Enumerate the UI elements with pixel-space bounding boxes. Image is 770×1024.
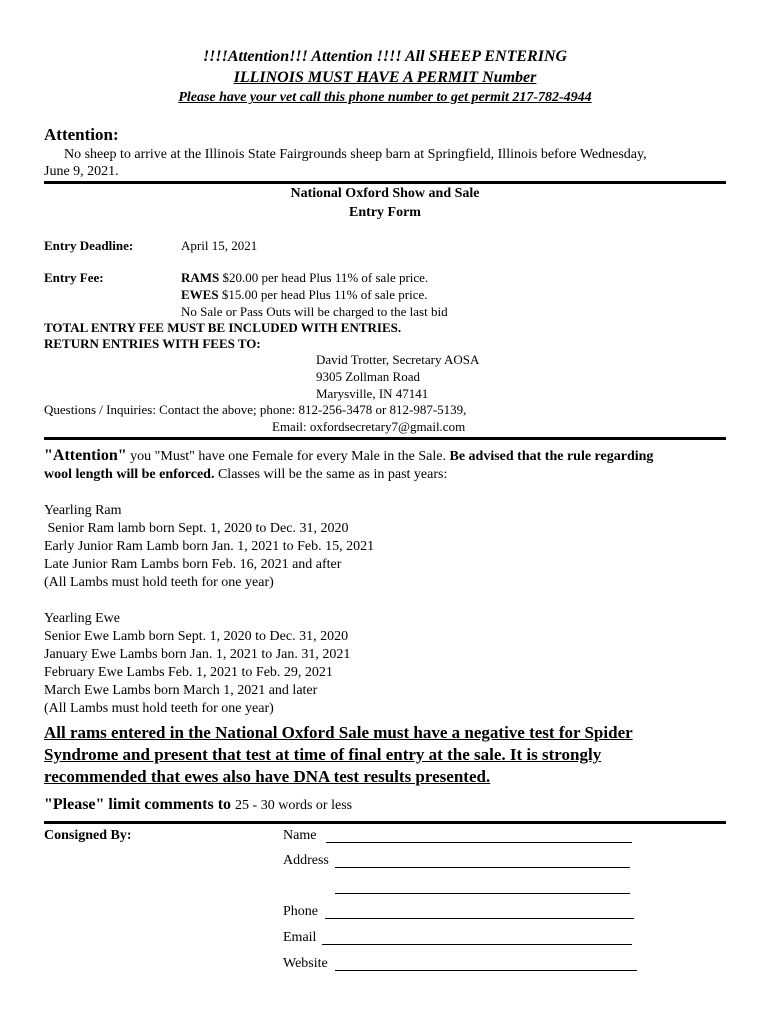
list-item: Yearling Ram	[44, 503, 122, 518]
rule-text: you "Must" have one Female for every Male in the Sale.	[130, 449, 446, 464]
form-subtitle: Entry Form	[349, 205, 421, 220]
name-field[interactable]	[326, 842, 632, 843]
return-entries-notice: RETURN ENTRIES WITH FEES TO:	[44, 336, 261, 351]
spider-notice-line-3: recommended that ewes also have DNA test results presented.	[44, 767, 491, 786]
email-label: Email	[283, 930, 317, 945]
list-item: Senior Ram lamb born Sept. 1, 2020 to Dec. 31, 2020	[44, 521, 349, 536]
rams-fee	[181, 270, 428, 286]
attention-word: "Attention"	[44, 447, 127, 464]
address-field-line-2[interactable]	[335, 893, 630, 894]
contact-name: David Trotter, Secretary AOSA	[316, 352, 480, 367]
fee-label: Entry Fee:	[44, 270, 104, 285]
list-item: February Ewe Lambs Feb. 1, 2021 to Feb. 29, 2021	[44, 665, 333, 680]
list-item: Early Junior Ram Lamb born Jan. 1, 2021 to Feb. 15, 2021	[44, 539, 375, 554]
notice-text-line-1: No sheep to arrive at the Illinois State Fairgrounds sheep barn at Springfield, Illinois before Wednesday,	[64, 147, 647, 162]
ewes-fee-text: $15.00 per head Plus 11% of sale price.	[221, 287, 428, 302]
address-label: Address	[283, 853, 329, 868]
email-field[interactable]	[322, 944, 632, 945]
consigned-by-label: Consigned By:	[44, 828, 132, 843]
comments-limit: 25 - 30 words or less	[235, 798, 353, 813]
phone-field[interactable]	[325, 918, 634, 919]
header-line-2: ILLINOIS MUST HAVE A PERMIT Number	[233, 69, 537, 86]
questions-contact: Questions / Inquiries: Contact the above; phone: 812-256-3478 or 812-987-5139,	[44, 402, 467, 417]
rule-notice-line-1	[44, 447, 653, 465]
list-item: (All Lambs must hold teeth for one year)	[44, 575, 274, 590]
ewes-label: EWES	[181, 287, 219, 302]
list-item: March Ewe Lambs born March 1, 2021 and later	[44, 683, 318, 698]
rams-label: RAMS	[181, 270, 220, 285]
header-line-1: !!!!Attention!!! Attention !!!! All SHEEP ENTERING	[202, 48, 568, 65]
name-label: Name	[283, 828, 317, 843]
ram-classes-list	[44, 502, 374, 592]
total-fee-notice: TOTAL ENTRY FEE MUST BE INCLUDED WITH ENTRIES.	[44, 320, 402, 335]
deadline-value: April 15, 2021	[181, 238, 258, 253]
rule-bold-text: Be advised that the rule regarding	[449, 449, 654, 464]
website-label: Website	[283, 956, 328, 971]
website-field[interactable]	[335, 970, 637, 971]
contact-city: Marysville, IN 47141	[316, 386, 429, 401]
comments-note	[44, 796, 352, 814]
classes-note: Classes will be the same as in past years:	[217, 467, 448, 482]
list-item: (All Lambs must hold teeth for one year)	[44, 701, 274, 716]
list-item: January Ewe Lambs born Jan. 1, 2021 to Jan. 31, 2021	[44, 647, 351, 662]
header-permit-phone: Please have your vet call this phone number to get permit 217-782-4944	[178, 90, 592, 105]
list-item: Late Junior Ram Lambs born Feb. 16, 2021 and after	[44, 557, 342, 572]
no-sale-note: No Sale or Pass Outs will be charged to the last bid	[181, 304, 448, 319]
comments-bold: "Please" limit comments to	[44, 796, 232, 813]
wool-length-rule: wool length will be enforced.	[44, 467, 215, 482]
contact-email: Email: oxfordsecretary7@gmail.com	[272, 419, 466, 434]
rams-fee-text: $20.00 per head Plus 11% of sale price.	[222, 270, 429, 285]
rule-notice-line-2	[44, 467, 447, 483]
divider	[44, 181, 726, 184]
form-title: National Oxford Show and Sale	[290, 186, 480, 201]
divider	[44, 821, 726, 824]
phone-label: Phone	[283, 904, 318, 919]
contact-street: 9305 Zollman Road	[316, 369, 420, 384]
spider-notice-line-2: Syndrome and present that test at time of final entry at the sale. It is strongly	[44, 745, 602, 764]
spider-notice-line-1: All rams entered in the National Oxford Sale must have a negative test for Spider	[44, 723, 633, 742]
deadline-label: Entry Deadline:	[44, 238, 134, 253]
notice-text-line-2: June 9, 2021.	[44, 164, 119, 179]
list-item: Yearling Ewe	[44, 611, 120, 626]
ewe-classes-list	[44, 610, 350, 718]
attention-heading: Attention:	[44, 125, 119, 144]
address-field[interactable]	[335, 867, 630, 868]
ewes-fee	[181, 287, 428, 303]
divider	[44, 437, 726, 440]
list-item: Senior Ewe Lamb born Sept. 1, 2020 to Dec. 31, 2020	[44, 629, 349, 644]
